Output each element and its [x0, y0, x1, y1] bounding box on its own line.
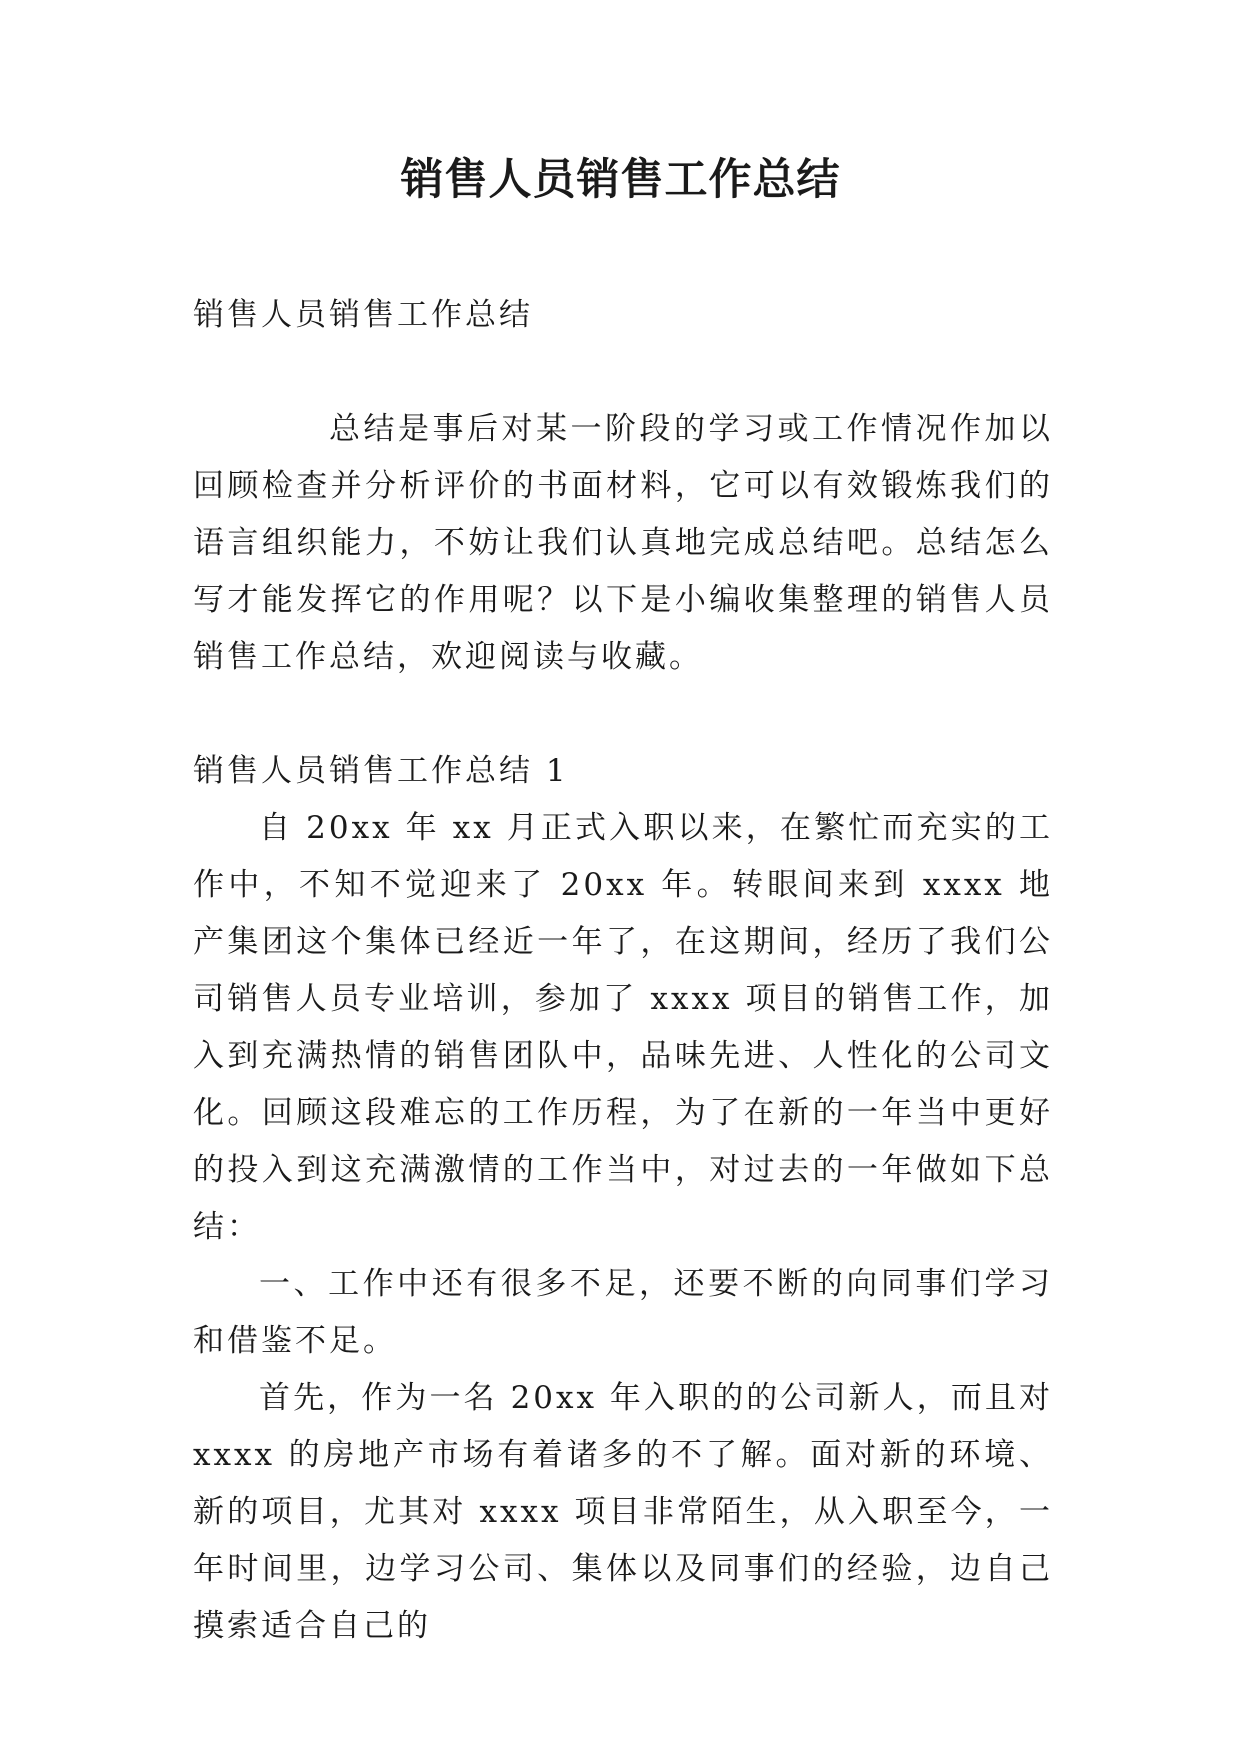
spacer	[193, 344, 1053, 401]
document-title: 销售人员销售工作总结	[400, 155, 841, 205]
section-heading: 销售人员销售工作总结 1	[193, 753, 569, 789]
document-subtitle: 销售人员销售工作总结	[193, 297, 533, 333]
intro-paragraph: 总结是事后对某一阶段的学习或工作情况作加以回顾检查并分析评价的书面材料，它可以有效锻炼我们的语言组织能力，不妨让我们认真地完成总结吧。总结怎么写才能发挥它的作用呢？以下是小编收集整理的销售人员销售工作总结，欢迎阅读与收藏。	[193, 411, 1053, 675]
spacer	[193, 686, 1053, 743]
body-paragraph: 首先，作为一名 20xx 年入职的的公司新人，而且对 xxxx 的房地产市场有着诸多的不了解。面对新的环境、新的项目，尤其对 xxxx 项目非常陌生，从入职至今，一年时间里，边学习公司、集体以及同事们的经验，边自己摸索适合自己的	[193, 1380, 1053, 1644]
document-body	[193, 287, 1053, 1655]
body-paragraph: 自 20xx 年 xx 月正式入职以来，在繁忙而充实的工作中，不知不觉迎来了 20xx 年。转眼间来到 xxxx 地产集团这个集体已经近一年了，在这期间，经历了我们公司销售人员专业培训，参加了 xxxx 项目的销售工作，加入到充满热情的销售团队中，品味先进、人性化的公司文化。回顾这段难忘的工作历程，为了在新的一年当中更好的投入到这充满激情的工作当中，对过去的一年做如下总结：	[193, 810, 1053, 1245]
body-paragraph: 一、工作中还有很多不足，还要不断的向同事们学习和借鉴不足。	[193, 1266, 1053, 1359]
